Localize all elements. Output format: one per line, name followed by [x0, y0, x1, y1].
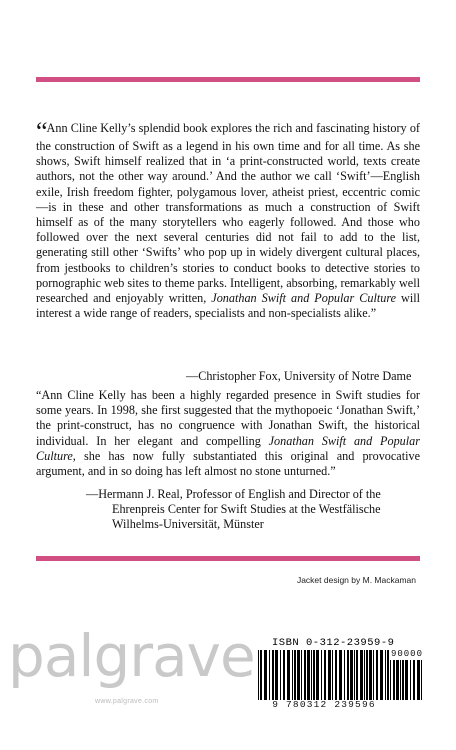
barcode-bar	[400, 660, 401, 700]
jacket-design-credit: Jacket design by M. Mackaman	[296, 575, 416, 585]
barcode-bar	[304, 650, 306, 700]
barcode-bar	[350, 650, 353, 700]
attribution-real-line: Wilhelms-Universität, Münster	[112, 517, 264, 532]
review-quote-fox	[36, 117, 420, 321]
review-quote-fox-text-end: will interest a wide range of readers, specialists and non-specialists alike.”	[36, 291, 420, 321]
barcode-bar	[369, 650, 372, 700]
barcode-bar	[324, 650, 326, 700]
barcode-bar	[264, 650, 267, 700]
publisher-url: www.palgrave.com	[95, 698, 159, 705]
barcode-bar	[283, 650, 285, 700]
book-title-italic: Jonathan Swift and Popular Culture	[211, 291, 397, 306]
barcode-bar	[347, 650, 349, 700]
barcode-bar	[373, 650, 374, 700]
review-quote-real-text: “Ann Cline Kelly has been a highly regarded presence in Swift studies for some years. In 1998, she first suggested that the mythopoeic ‘Jonathan Swift,’ the print-construct, has no congruence with Jonathan Swift, the historical individual. In her elegant and compelling	[36, 388, 420, 448]
barcode-bar	[393, 660, 395, 700]
barcode-bar	[328, 650, 331, 700]
barcode-bar	[396, 660, 399, 700]
barcode-bar	[366, 650, 368, 700]
barcode-bar	[292, 650, 293, 700]
barcode-bar	[376, 650, 378, 700]
barcode-bar	[417, 660, 420, 700]
barcode-bar	[275, 650, 278, 700]
ean-barcode	[258, 650, 390, 700]
addon-barcode	[390, 660, 424, 700]
barcode-bar	[260, 650, 262, 700]
barcode-bar	[356, 650, 358, 700]
barcode-bar	[258, 650, 259, 700]
barcode-bar	[364, 650, 365, 700]
isbn-label: ISBN 0-312-23959-9	[272, 637, 395, 649]
barcode-bar	[402, 660, 404, 700]
barcode-bar	[380, 650, 383, 700]
barcode-bar	[297, 650, 300, 700]
barcode-bar	[332, 650, 333, 700]
barcode-bar	[335, 650, 337, 700]
barcode-bar	[307, 650, 310, 700]
barcode-bar	[321, 650, 322, 700]
addon-digits: 90000	[390, 649, 423, 659]
barcode-bar	[385, 650, 386, 700]
review-quote-fox-text: Ann Cline Kelly’s splendid book explores the rich and fascinating history of the construction of Swift as a legend in his own time and for all time. As she shows, Swift himself realized that in ‘a print-constructed world, texts create authors, not the other way around.’ And the author we call ‘Swift’—English exile, Irish freedom fighter, polygamous lover, atheist priest, eccentric comic—is in these and other transformations as much a construction of Swift himself as of the many storytellers who eagerly followed. And those who followed over the next several centuries did not fail to add to the list, generating still other ‘Swifts’ who pop up in widely divergent cultural places, from jestbooks to children’s stories to conduct books to detective stories to pornographic web sites to theme parks. Intelligent, absorbing, remarkably well researched and enjoyably written,	[36, 121, 420, 306]
attribution-fox: —Christopher Fox, University of Notre Dame	[186, 369, 412, 383]
palgrave-logo: palgrave	[8, 622, 255, 690]
top-accent-rule	[36, 77, 420, 82]
barcode-bar	[390, 660, 391, 700]
open-quote-mark: “	[36, 117, 47, 146]
attribution-real-line: —Hermann J. Real, Professor of English and Director of the	[86, 487, 381, 501]
barcode-bar	[316, 650, 319, 700]
barcode-bar	[294, 650, 296, 700]
barcode-bar	[413, 660, 415, 700]
barcode-bar	[354, 650, 355, 700]
barcode-bar	[301, 650, 302, 700]
barcode-bar	[272, 650, 274, 700]
barcode-bar	[339, 650, 342, 700]
barcode-bar	[344, 650, 345, 700]
book-title-italic: Jonathan Swift and Popular Culture,	[36, 433, 421, 463]
attribution-real-line: Ehrenpreis Center for Swift Studies at the Westfälische	[112, 502, 381, 517]
barcode-bar	[311, 650, 312, 700]
barcode-bar	[410, 660, 411, 700]
attribution-real	[86, 487, 420, 533]
barcode-bar	[313, 650, 315, 700]
review-quote-real-text-end: she has now fully substantiated this original and provocative argument, and in so doing has left almost no stone unturned.”	[36, 448, 420, 479]
barcode-bar	[360, 650, 363, 700]
barcode-bar	[269, 650, 270, 700]
barcode-bar	[405, 660, 408, 700]
barcode-bar	[421, 660, 422, 700]
barcode-bar	[280, 650, 281, 700]
bottom-accent-rule	[36, 556, 420, 561]
barcode-bar	[387, 650, 389, 700]
barcode-bar	[287, 650, 290, 700]
ean-digits: 9 780312 239596	[272, 699, 376, 710]
review-quote-real	[36, 388, 420, 479]
